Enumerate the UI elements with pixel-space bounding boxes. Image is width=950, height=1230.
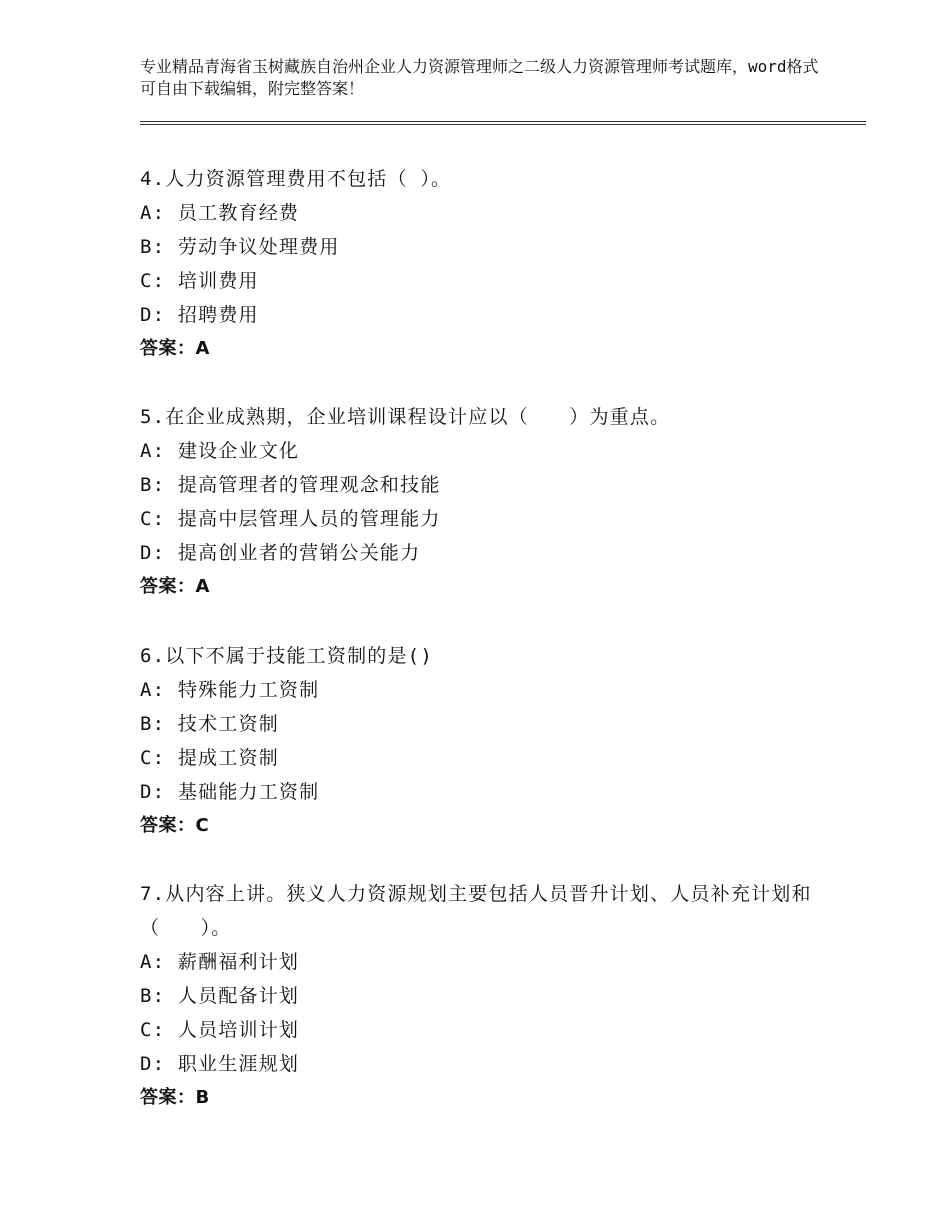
question-7 xyxy=(140,877,820,1115)
header-divider-top xyxy=(140,121,866,122)
question-stem: 5.在企业成熟期，企业培训课程设计应以（ ）为重点。 xyxy=(140,406,671,428)
question-6 xyxy=(140,639,820,843)
option-d: D: 提高创业者的营销公关能力 xyxy=(140,542,421,564)
option-b: B: 劳动争议处理费用 xyxy=(140,236,340,258)
answer: 答案：B xyxy=(140,1087,210,1108)
option-a: A: 员工教育经费 xyxy=(140,202,300,224)
option-a: A: 建设企业文化 xyxy=(140,440,300,462)
header-divider-bottom xyxy=(140,124,866,125)
document-header: 专业精品青海省玉树藏族自治州企业人力资源管理师之二级人力资源管理师考试题库，word格式可自由下载编辑，附完整答案！ xyxy=(140,57,819,98)
option-b: B: 提高管理者的管理观念和技能 xyxy=(140,474,441,496)
option-c: C: 提成工资制 xyxy=(140,747,279,769)
option-b: B: 人员配备计划 xyxy=(140,985,300,1007)
option-a: A: 薪酬福利计划 xyxy=(140,951,300,973)
question-stem: 7.从内容上讲。狭义人力资源规划主要包括人员晋升计划、人员补充计划和（ ）。 xyxy=(140,883,812,939)
option-c: C: 培训费用 xyxy=(140,270,259,292)
question-5 xyxy=(140,400,820,604)
option-d: D: 职业生涯规划 xyxy=(140,1053,300,1075)
answer: 答案：A xyxy=(140,576,210,597)
question-stem: 6.以下不属于技能工资制的是() xyxy=(140,645,433,667)
option-a: A: 特殊能力工资制 xyxy=(140,679,320,701)
option-c: C: 人员培训计划 xyxy=(140,1019,300,1041)
option-c: C: 提高中层管理人员的管理能力 xyxy=(140,508,441,530)
option-b: B: 技术工资制 xyxy=(140,713,279,735)
answer: 答案：A xyxy=(140,338,210,359)
option-d: D: 基础能力工资制 xyxy=(140,781,320,803)
question-4 xyxy=(140,162,820,366)
question-stem: 4.人力资源管理费用不包括（ ）。 xyxy=(140,168,452,190)
answer: 答案：C xyxy=(140,815,210,836)
option-d: D: 招聘费用 xyxy=(140,304,259,326)
